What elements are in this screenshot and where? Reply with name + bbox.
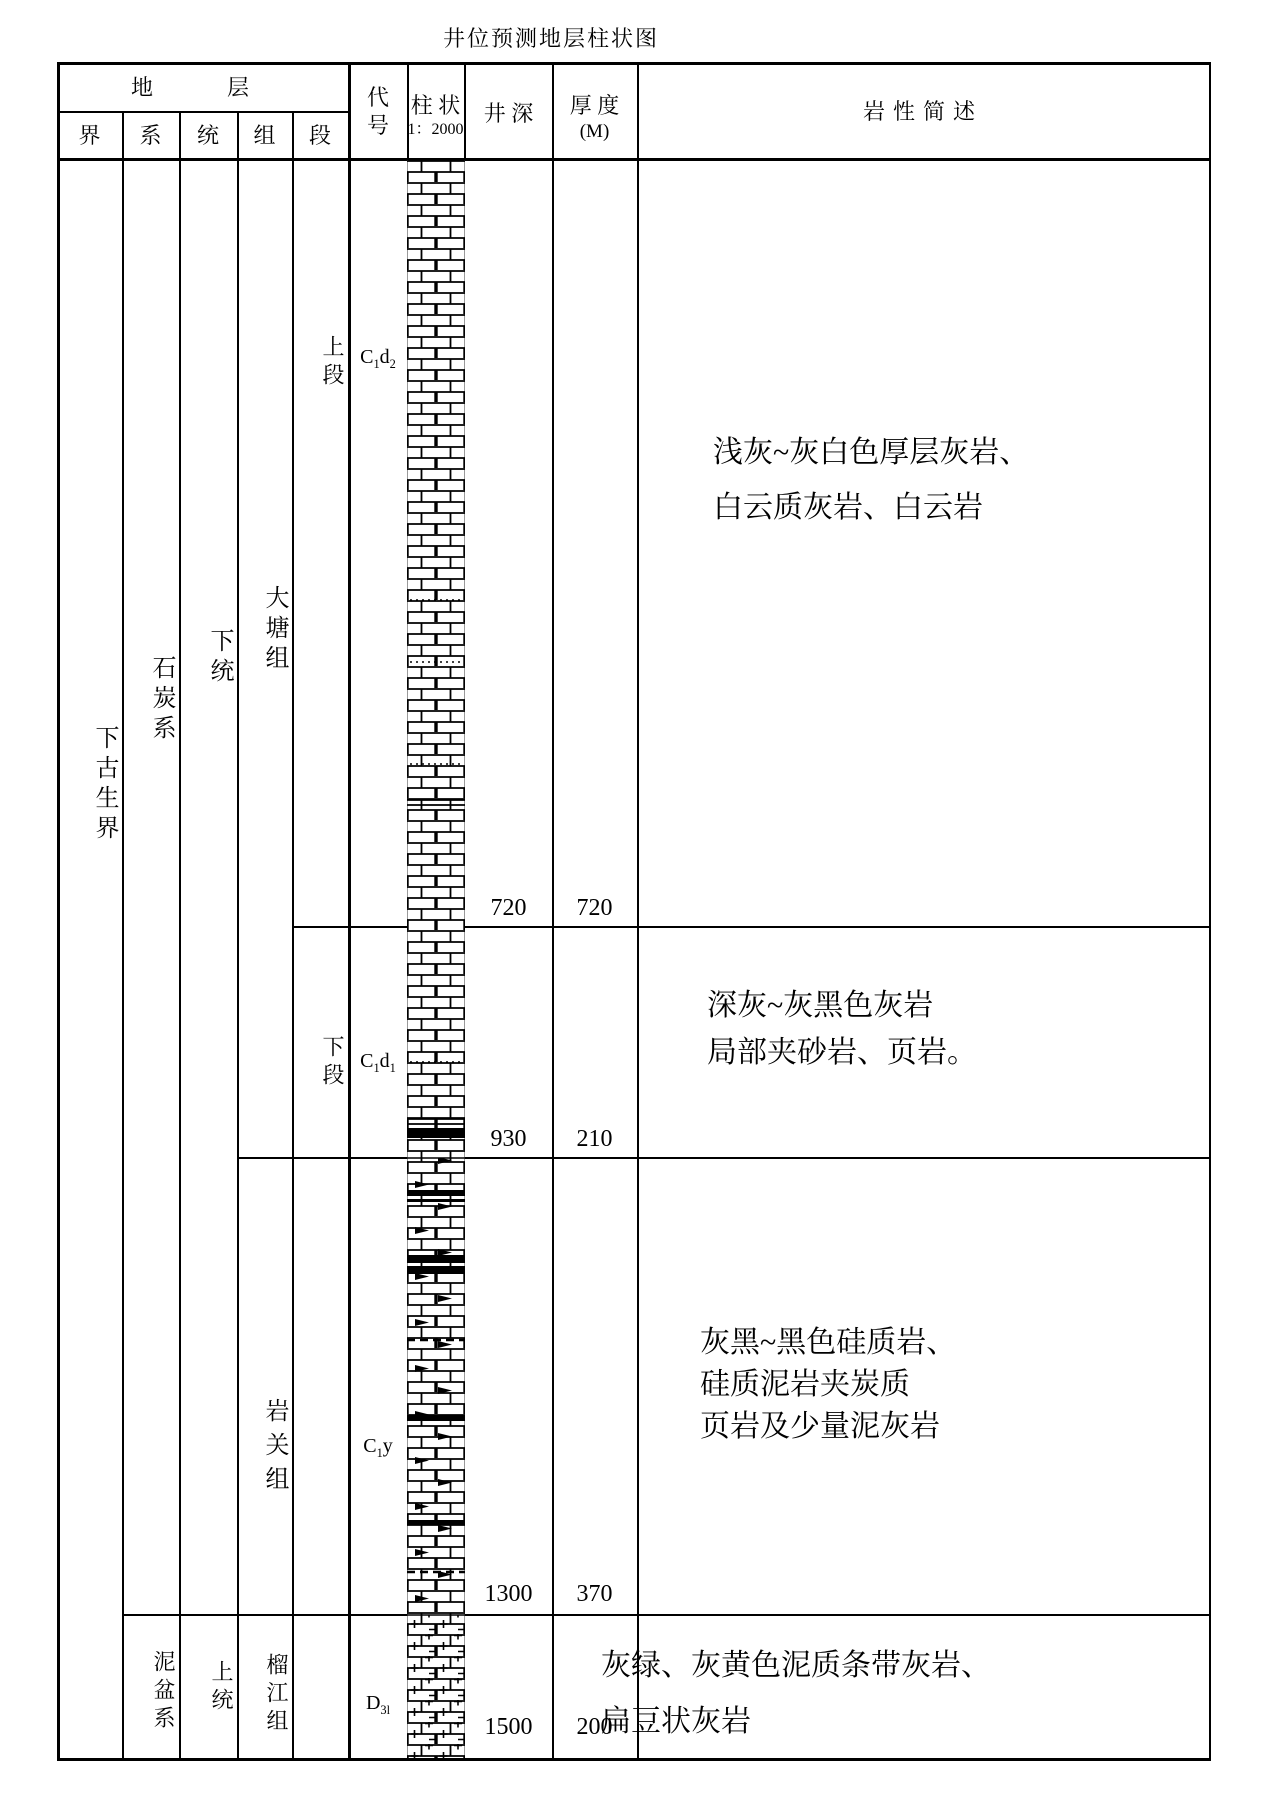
code-c1d2: $C_1d_2$: [360, 346, 396, 371]
series-upper-cell: 上统: [209, 1660, 234, 1716]
thickness-value: 720: [576, 895, 613, 921]
header-stratum-group: 地 层: [130, 75, 275, 100]
series-lower-cell: 下统: [206, 628, 232, 688]
col-border-member-code: [348, 62, 351, 1760]
col-border-thickness-lithology: [637, 62, 639, 1760]
row-border-1300-right: [465, 1614, 1209, 1616]
lithology-description: 浅灰~灰白色厚层灰岩、 白云质灰岩、白云岩: [713, 436, 1030, 524]
thickness-value: 210: [576, 1126, 613, 1152]
header-thickness: 厚 度 (M): [569, 93, 620, 142]
header-divider: [57, 111, 351, 113]
row-border-930-right: [465, 1157, 1209, 1159]
table-border-top: [57, 62, 1211, 65]
depth-value: 1300: [484, 1581, 533, 1607]
header-member: 段: [308, 123, 331, 148]
depth-value: 930: [490, 1126, 527, 1152]
system-carboniferous-cell: 石炭系: [148, 655, 174, 745]
depth-value: 1500: [484, 1714, 533, 1740]
row-border-1300-left: [122, 1614, 407, 1616]
code-c1d1: $C_1d_1$: [360, 1050, 396, 1075]
row-border-720-right: [465, 926, 1209, 928]
code-c1y: $C_1y$: [363, 1435, 393, 1460]
header-code: 代 号: [366, 85, 389, 138]
header-system: 系: [139, 123, 162, 148]
col-border-era-system: [122, 111, 124, 1760]
table-border-bottom: [57, 1758, 1211, 1761]
formation-datang-cell: 大塘组: [261, 585, 287, 675]
depth-value: 720: [490, 895, 527, 921]
lithology-description: 灰黑~黑色硅质岩、 硅质泥岩夹炭质 页岩及少量泥灰岩: [700, 1326, 957, 1443]
col-border-system-series: [179, 111, 181, 1760]
formation-yanguan-cell: 岩关组: [261, 1398, 287, 1500]
header-era: 界: [78, 123, 101, 148]
header-series: 统: [196, 123, 219, 148]
lithology-description: 灰绿、灰黄色泥质条带灰岩、 扁豆状灰岩: [601, 1649, 991, 1738]
thickness-value: 370: [576, 1581, 613, 1607]
header-lithology: 岩性简述: [862, 99, 983, 124]
header-column: 柱 状 1：2000: [407, 93, 464, 138]
formation-liujiang-cell: 榴江组: [264, 1653, 289, 1737]
member-lower-cell: 下段: [320, 1035, 345, 1091]
header-bottom-border: [57, 158, 1211, 161]
header-depth: 井 深: [483, 101, 534, 126]
lithology-column: [407, 160, 465, 1760]
era-cell: 下古生界: [91, 725, 117, 845]
member-upper-cell: 上段: [320, 335, 345, 391]
code-d3l: $D_{3l}$: [365, 1692, 391, 1717]
table-border-left: [57, 62, 60, 1760]
page-title: 井位预测地层柱状图: [443, 26, 660, 51]
lithology-description: 深灰~灰黑色灰岩 局部夹砂岩、页岩。: [707, 989, 977, 1069]
system-devonian-cell: 泥盆系: [151, 1650, 176, 1734]
row-border-930-left: [237, 1157, 407, 1159]
col-border-series-formation: [237, 111, 239, 1760]
column-scale: 1：2000: [407, 120, 464, 138]
header-formation: 组: [253, 123, 276, 148]
thickness-value: 200: [576, 1714, 613, 1740]
table-border-right: [1209, 62, 1212, 1760]
